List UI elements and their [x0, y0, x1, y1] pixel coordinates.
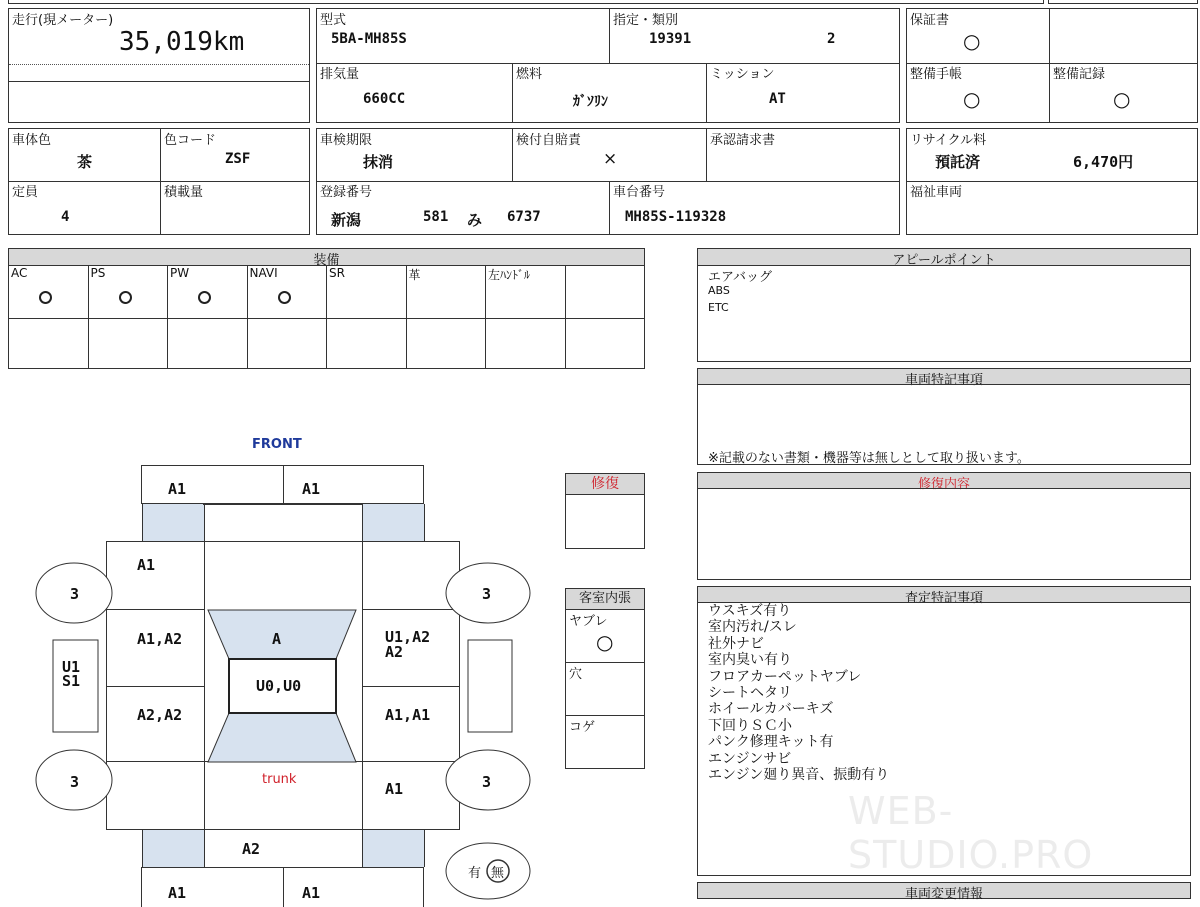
registration-class: 581: [423, 209, 449, 225]
equipment-label: SR: [329, 266, 345, 280]
assessment-line: エンジン廻り異音、振動有り: [708, 767, 890, 784]
changes-title: 車両変更情報: [904, 887, 983, 902]
displacement-label: 排気量: [320, 67, 360, 82]
spare-no-label: 無: [491, 866, 505, 881]
front-bumper-left-label: A1: [168, 480, 187, 498]
fuel-value: ｶﾞｿﾘﾝ: [573, 94, 608, 110]
recycle-status: 預託済: [935, 153, 981, 171]
assessment-line: ウスキズ有り: [708, 603, 792, 619]
approval-label: 承認請求書: [710, 133, 776, 148]
special-notes-title: 車両特記事項: [904, 373, 983, 388]
body-color-label: 車体色: [12, 133, 52, 148]
maintenance-notebook-label: 整備手帳: [910, 67, 963, 82]
body-color-value: 茶: [77, 153, 93, 171]
insurance-value: ×: [603, 149, 618, 169]
equipment-label: AC: [11, 266, 28, 280]
chassis-label: 車台番号: [613, 185, 666, 200]
repair-details-header: [697, 472, 1191, 492]
color-code-label: 色コード: [164, 133, 217, 148]
rear-panel-label: A2: [242, 840, 261, 858]
quarter-right-label: A1: [385, 780, 404, 798]
assessment-line: 社外ナビ: [708, 635, 764, 652]
chassis-value: MH85S-119328: [625, 209, 727, 225]
door-front-right-label-1: U1,A2: [385, 628, 431, 646]
rear-bumper-div: [283, 867, 284, 907]
interior-item-label: ヤブレ: [569, 614, 608, 629]
maintenance-record-value: ○: [1113, 87, 1131, 111]
registration-label: 登録番号: [320, 185, 373, 200]
equipment-label: NAVI: [249, 266, 278, 280]
equipment-label: 左ﾊﾝﾄﾞﾙ: [488, 268, 531, 282]
recycle-amount: 6,470円: [1073, 153, 1134, 171]
transmission-value: AT: [769, 91, 786, 107]
assessment-line: パンク修理キット有: [708, 734, 834, 751]
special-notes-header: [697, 368, 1191, 388]
equipment-title: 装備: [313, 253, 340, 268]
repair-details-title: 修復内容: [917, 477, 970, 492]
changes-header: [697, 882, 1191, 902]
inspection-vdiv-2: [706, 129, 707, 181]
warranty-block: [906, 8, 1198, 123]
inspection-expiry-label: 車検期限: [320, 133, 373, 148]
appeal-line: ABS: [708, 284, 730, 297]
assessment-box: [697, 602, 1191, 876]
assessment-line: エンジンサビ: [708, 750, 792, 767]
recycle-label: リサイクル料: [910, 133, 987, 148]
appeal-header: [697, 248, 1191, 266]
side-left-label-1: U1: [62, 658, 81, 676]
designation-label: 指定・類別: [613, 13, 679, 28]
door-rear-right-label: A1,A1: [385, 706, 431, 724]
capacity-label: 定員: [12, 185, 39, 200]
watermark: WEB-STUDIO.PRO: [848, 789, 1094, 877]
model-value: 5BA-MH85S: [331, 31, 407, 47]
roof-label: U0,U0: [256, 677, 302, 695]
equipment-label: PW: [170, 266, 190, 280]
assessment-title: 査定特記事項: [904, 591, 983, 606]
appeal-line: ETC: [708, 301, 729, 314]
appeal-title: アピールポイント: [892, 253, 996, 268]
special-notes-footer: ※記載のない書類・機器等は無しとして取り扱います。: [708, 451, 1030, 466]
assessment-line: ホイールカバーキズ: [708, 701, 834, 718]
rear-windshield: [208, 713, 356, 762]
diagram-front-label: FRONT: [252, 437, 302, 452]
warranty-value: ○: [963, 29, 981, 53]
equipment-label: PS: [90, 266, 106, 280]
mileage-label: 走行(現メーター): [12, 13, 114, 28]
fender-left-label: A1: [137, 556, 156, 574]
assessment-line: 下回りＳＣ小: [708, 717, 792, 734]
rear-bumper-left-label: A1: [168, 884, 187, 902]
model-vdiv-3: [706, 63, 707, 123]
insurance-label: 検付自賠責: [516, 133, 582, 148]
appeal-line: エアバッグ: [708, 270, 772, 285]
spare-yes-label: 有: [468, 866, 482, 881]
front-windshield: [208, 610, 356, 659]
tire-rear-left-label: 3: [70, 773, 80, 791]
trunk-label: trunk: [262, 772, 297, 787]
door-rear-left-label: A2,A2: [137, 706, 183, 724]
spare-tire-outline: [446, 843, 530, 899]
welfare-label: 福祉車両: [910, 185, 963, 200]
interior-item-label: コゲ: [569, 720, 596, 735]
maintenance-record-label: 整備記録: [1053, 67, 1106, 82]
assessment-lines: [708, 603, 889, 783]
color-code-value: ZSF: [225, 151, 251, 167]
tire-rear-right-label: 3: [482, 773, 492, 791]
inspection-expiry-value: 抹消: [363, 153, 394, 171]
taillight-right: [362, 830, 425, 867]
special-notes-box: [697, 384, 1191, 465]
side-left-label-2: S1: [62, 672, 81, 690]
fuel-label: 燃料: [516, 67, 543, 82]
tire-front-left-label: 3: [70, 585, 80, 603]
designation-category: 2: [827, 31, 836, 47]
side-step-right: [468, 640, 512, 732]
recycle-block: [906, 128, 1198, 235]
interior-title: 客室内張: [578, 591, 631, 606]
maintenance-notebook-value: ○: [963, 87, 981, 111]
registration-number: 6737: [507, 209, 541, 225]
assessment-line: 室内汚れ/スレ: [708, 619, 797, 636]
assessment-header: [697, 586, 1191, 606]
assessment-line: 室内臭い有り: [708, 652, 792, 669]
taillight-left: [142, 830, 205, 867]
appeal-box: [697, 265, 1191, 362]
transmission-label: ミッション: [710, 67, 775, 82]
hood-label: A: [272, 630, 282, 648]
tire-front-right-label: 3: [482, 585, 492, 603]
registration-kana: み: [467, 211, 483, 229]
assessment-line: シートヘタリ: [708, 685, 792, 702]
warranty-vdiv: [1049, 9, 1050, 123]
load-label: 積載量: [164, 185, 204, 200]
repair-details-box: [697, 488, 1191, 580]
front-bumper-right-label: A1: [302, 480, 321, 498]
capacity-value: 4: [61, 209, 70, 225]
door-front-left-label: A1,A2: [137, 630, 183, 648]
interior-item-label: 穴: [569, 667, 583, 682]
registration-region: 新潟: [331, 211, 362, 229]
model-label: 型式: [320, 13, 347, 28]
warranty-label: 保証書: [910, 13, 950, 28]
rear-bumper-right-label: A1: [302, 884, 321, 902]
repair-title: 修復: [591, 476, 619, 492]
equipment-label: 革: [408, 268, 421, 282]
door-front-right-label-2: A2: [385, 643, 404, 661]
mileage-value: 35,019km: [119, 27, 245, 57]
displacement-value: 660CC: [363, 91, 406, 107]
interior-item-mark: ○: [596, 630, 614, 654]
assessment-line: フロアカーペットヤブレ: [708, 668, 862, 685]
designation-number: 19391: [649, 31, 692, 47]
top-stub-right: [1048, 0, 1198, 4]
